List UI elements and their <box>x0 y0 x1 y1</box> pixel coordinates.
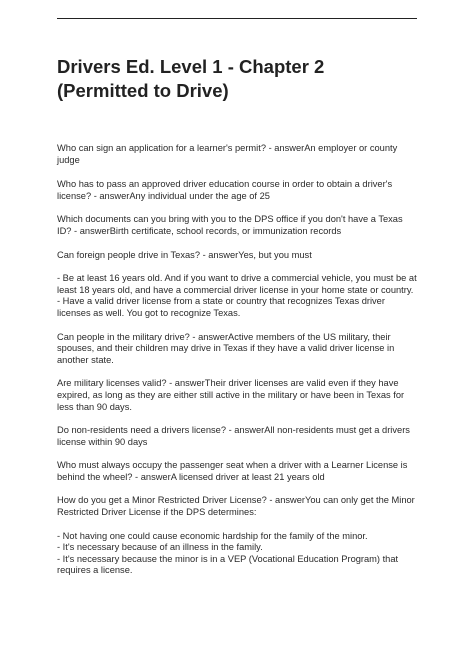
qa-paragraph: Can foreign people drive in Texas? - answerYes, but you must <box>57 249 312 260</box>
qa-paragraph: Can people in the military drive? - answerActive members of the US military, their spouses, and their children may drive in Texas if they have a valid driver license in another state. <box>57 331 395 365</box>
qa-paragraph: Which documents can you bring with you to the DPS office if you don't have a Texas ID? - answerBirth certificate, school records, or immunization records <box>57 214 403 236</box>
qa-paragraph: Who can sign an application for a learner's permit? - answerAn employer or county judge <box>57 143 398 165</box>
document-body <box>57 143 429 577</box>
list-paragraph: - Not having one could cause economic hardship for the family of the minor. - It's necessary because of an illness in the family. - It's necessary because the minor is in a VEP (Vocational Education Program) that requires a license. <box>57 530 399 576</box>
list-paragraph: - Be at least 16 years old. And if you want to drive a commercial vehicle, you must be at least 18 years old, and have a commercial driver license in your home state or country. - Have a valid driver license from a state or country that recognizes Texas driver licenses as well. You got to recognize Texas. <box>57 273 417 318</box>
header-rule <box>57 18 417 19</box>
qa-paragraph: Are military licenses valid? - answerTheir driver licenses are valid even if they have expired, as long as they are either still active in the military or have been in Texas for less than 90 days. <box>57 378 405 412</box>
qa-paragraph: How do you get a Minor Restricted Driver License? - answerYou can only get the Minor Restricted Driver License if the DPS determines: <box>57 495 415 518</box>
document-title: Drivers Ed. Level 1 - Chapter 2 (Permitted to Drive) <box>57 56 325 101</box>
qa-paragraph: Do non-residents need a drivers license? - answerAll non-residents must get a drivers license within 90 days <box>57 425 410 447</box>
qa-paragraph: Who has to pass an approved driver education course in order to obtain a driver's license? - answerAny individual under the age of 25 <box>57 179 393 201</box>
qa-paragraph: Who must always occupy the passenger seat when a driver with a Learner License is behind the wheel? - answerA licensed driver at least 21 years old <box>57 460 408 482</box>
